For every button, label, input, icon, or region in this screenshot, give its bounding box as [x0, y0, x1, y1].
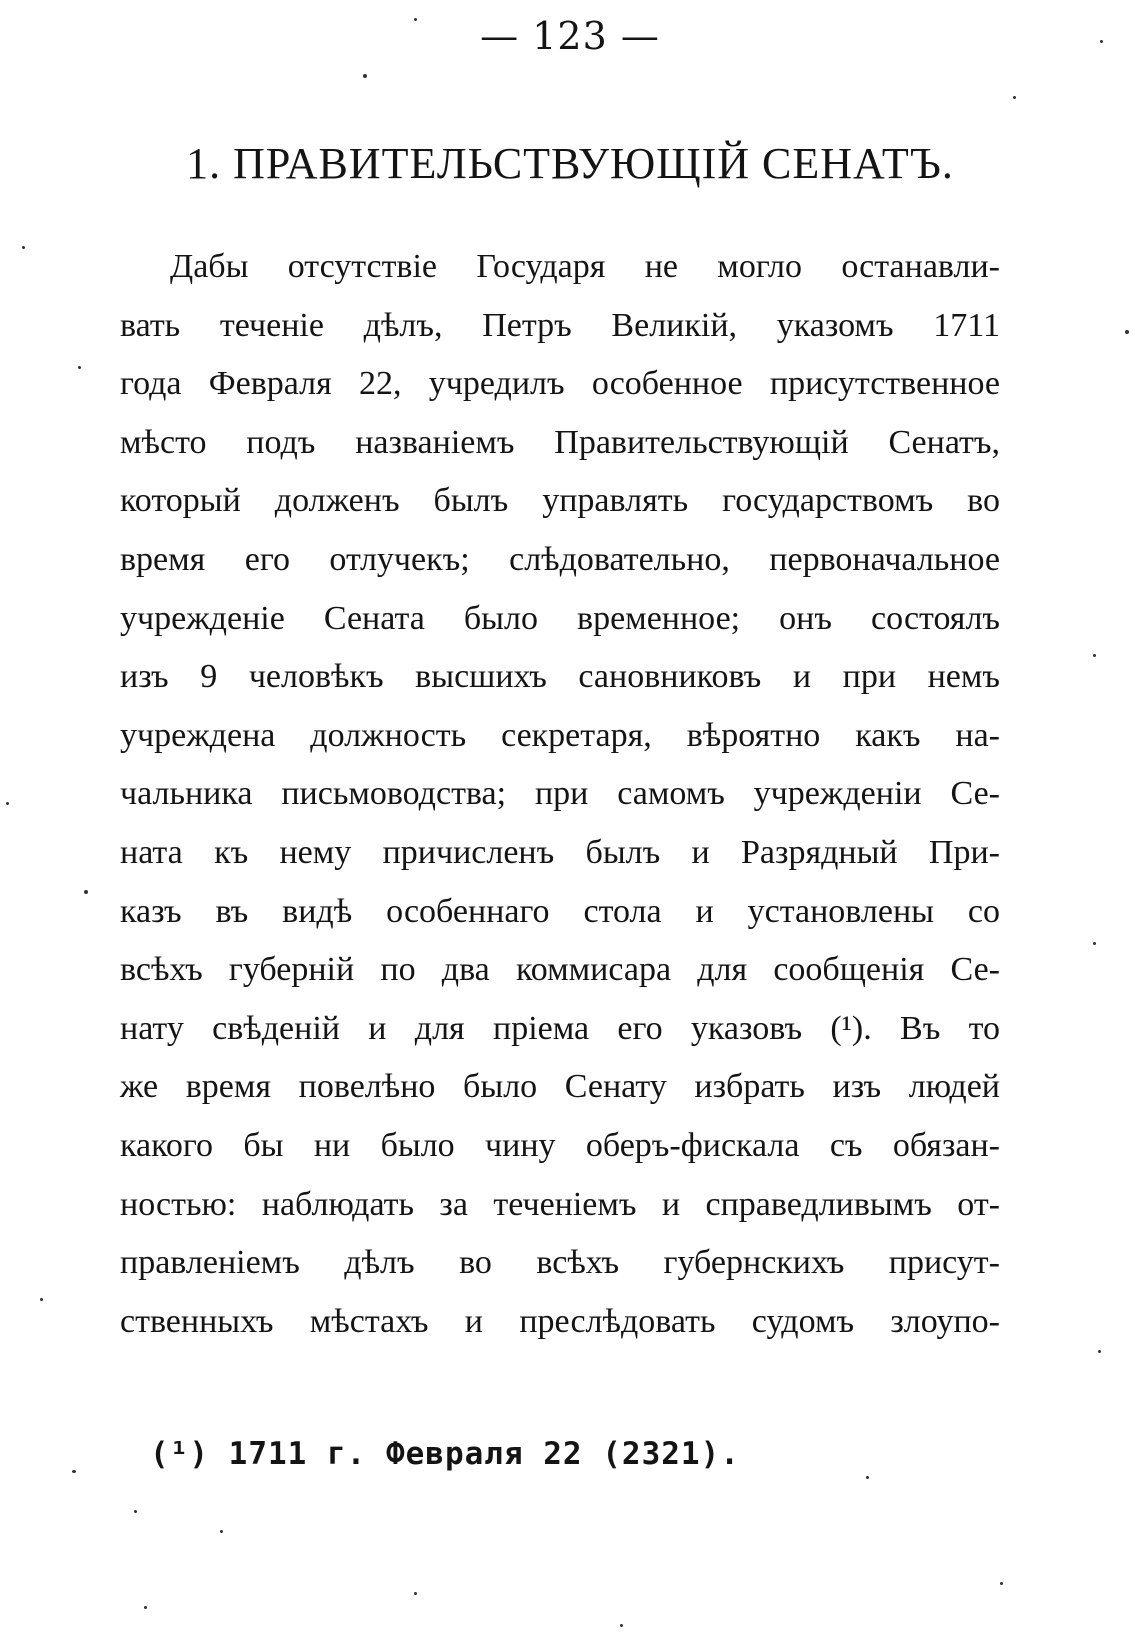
body-line: который долженъ былъ управлять государствомъ во: [120, 482, 1000, 520]
page-number: — 123 —: [480, 14, 660, 58]
scan-speck: [6, 802, 9, 805]
body-text: [120, 238, 1000, 1351]
scan-speck: [1125, 330, 1129, 334]
body-line: года Февраля 22, учредилъ особенное присутственное: [120, 365, 1000, 403]
body-line: ната къ нему причисленъ былъ и Разрядный При-: [120, 833, 1000, 871]
body-line: чальника письмоводства; при самомъ учрежденіи Се-: [120, 775, 1000, 813]
scan-speck: [363, 74, 367, 78]
body-line: правленіемъ дѣлъ во всѣхъ губернскихъ присут-: [120, 1244, 1000, 1282]
body-line: учреждена должность секретаря, вѣроятно какъ на-: [120, 716, 1000, 754]
scan-speck: [1093, 654, 1096, 657]
body-line: мѣсто подъ названіемъ Правительствующій Сенатъ,: [120, 423, 1000, 461]
scan-speck: [1013, 96, 1016, 99]
body-line: вать теченіе дѣлъ, Петръ Великій, указомъ 1711: [120, 306, 1000, 344]
footnote: (¹) 1711 г. Февраля 22 (2321).: [150, 1436, 740, 1472]
body-line: изъ 9 человѣкъ высшихъ сановниковъ и при немъ: [120, 658, 1000, 696]
scan-speck: [1093, 942, 1096, 945]
body-line: ностью: наблюдать за теченіемъ и справедливымъ от-: [120, 1185, 1000, 1223]
scan-speck: [414, 1592, 417, 1595]
section-title: 1. ПРАВИТЕЛЬСТВУЮЩІЙ СЕНАТЪ.: [186, 139, 954, 188]
scan-speck: [144, 1606, 147, 1609]
scan-speck: [866, 1476, 869, 1479]
body-line: всѣхъ губерній по два коммисара для сообщенія Се-: [120, 951, 1000, 989]
scan-speck: [22, 246, 25, 249]
scan-speck: [414, 18, 417, 21]
scan-speck: [72, 1470, 76, 1473]
scan-speck: [1098, 1350, 1101, 1353]
body-line: же время повелѣно было Сенату избрать изъ людей: [120, 1068, 1000, 1106]
scan-speck: [620, 1624, 623, 1627]
body-line: учрежденіе Сената было временное; онъ состоялъ: [120, 599, 1000, 637]
scan-speck: [84, 890, 88, 894]
body-line: какого бы ни было чину оберъ-фискала съ обязан-: [120, 1126, 1000, 1164]
body-line: время его отлучекъ; слѣдовательно, первоначальное: [120, 540, 1000, 578]
scan-speck: [78, 366, 81, 369]
scan-speck: [134, 1510, 137, 1513]
body-line: казъ въ видѣ особеннаго стола и установлены со: [120, 892, 1000, 930]
scan-speck: [220, 1530, 223, 1533]
scan-speck: [1100, 40, 1103, 43]
scan-speck: [1000, 1582, 1003, 1585]
body-line: Дабы отсутствіе Государя не могло останавли-: [170, 248, 1000, 285]
body-line: ственныхъ мѣстахъ и преслѣдовать судомъ злоупо-: [120, 1302, 1000, 1340]
scan-speck: [40, 1298, 43, 1301]
body-line: нату свѣденій и для пріема его указовъ (¹). Въ то: [120, 1009, 1000, 1047]
